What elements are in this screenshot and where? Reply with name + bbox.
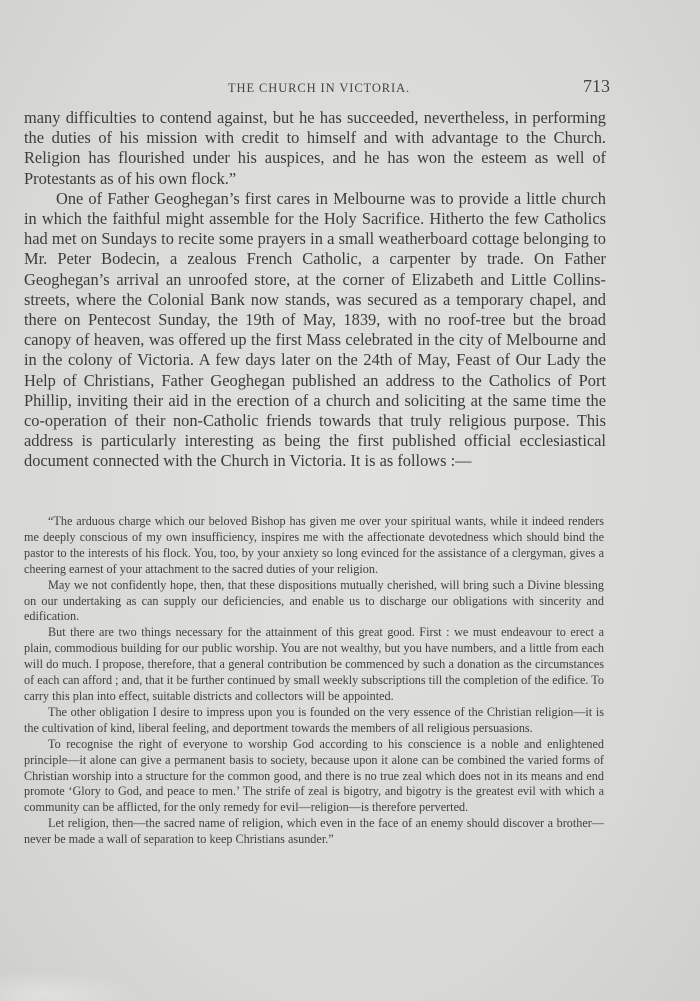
body-paragraph: many difficulties to contend against, but he has succeeded, nevertheless, in performing the duties of his mission with credit to himself and with advantage to the Church. Religion has flourished under his auspices, and he has won the esteem as well of Protestants as of his own flock.” xyxy=(24,108,606,188)
quoted-address xyxy=(24,514,604,848)
quote-paragraph: To recognise the right of everyone to worship God according to his conscience is a noble and enlightened principle—it alone can give a permanent basis to society, because upon it alone can be combined the varied forms of Christian worship into a structure for the common good, and there is no true zeal which does not in its means and end promote ‘Glory to God, and peace to men.’ The strife of zeal is bigotry, and bigotry is the greatest evil with which a community can be afflicted, for the only remedy for evil—religion—is therefore perverted. xyxy=(24,736,604,815)
quote-paragraph: But there are two things necessary for the attainment of this great good. First : we must endeavour to erect a plain, commodious building for our public worship. You are not wealthy, but you have numbers, and a little from each will do much. I propose, therefore, that a general contribution be commenced by such a donation as the circumstances of each can afford ; and, that it be further continued by small weekly subscriptions till the completion of the edifice. To carry this plan into effect, suitable districts and collectors will be appointed. xyxy=(24,625,604,703)
quote-paragraph: “The arduous charge which our beloved Bishop has given me over your spiritual wants, while it indeed renders me deeply conscious of my own insufficiency, inspires me with the affectionate devotedness which should bind the pastor to the interests of his flock. You, too, by your anxiety so long evinced for the assistance of a clergyman, gives a cheering earnest of your attachment to the sacred duties of your religion. xyxy=(24,514,604,576)
page-number: 713 xyxy=(583,76,610,96)
quote-paragraph: The other obligation I desire to impress upon you is founded on the very essence of the Christian religion—it is the cultivation of kind, liberal feeling, and deportment towards the members of all religious persuasions. xyxy=(24,704,604,735)
main-text xyxy=(24,108,606,472)
body-paragraph: One of Father Geoghegan’s first cares in Melbourne was to provide a little church in which the faithful might assemble for the Holy Sacrifice. Hitherto the few Catholics had met on Sundays to recite some prayers in a small weatherboard cottage belonging to Mr. Peter Bodecin, a zealous French Catholic, a carpenter by trade. On Father Geoghegan’s arrival an unroofed store, at the corner of Elizabeth and Little Collins-streets, where the Colonial Bank now stands, was secured as a temporary chapel, and there on Pentecost Sunday, the 19th of May, 1839, with no roof-tree but the broad canopy of heaven, was offered up the first Mass celebrated in the city of Melbourne and in the colony of Victoria. A few days later on the 24th of May, Feast of Our Lady the Help of Christians, Father Geoghegan published an address to the Catholics of Port Phillip, inviting their aid in the erection of a church and soliciting at the same time the co-operation of their non-Catholic friends towards that truly religious purpose. This address is particularly interesting as being the first published official ecclesiastical document connected with the Church in Victoria. It is as follows :— xyxy=(24,188,606,471)
running-title: THE CHURCH IN VICTORIA. xyxy=(228,81,411,95)
quote-paragraph: Let religion, then—the sacred name of religion, which even in the face of an enemy should discover a brother—never be made a wall of separation to keep Christians asunder.” xyxy=(24,816,604,847)
quote-paragraph: May we not confidently hope, then, that these dispositions mutually cherished, will bring such a Divine blessing on our undertaking as can supply our deficiencies, and enable us to discharge our obligations with sincerity and edification. xyxy=(24,577,604,624)
page-header xyxy=(0,76,700,98)
paper-smudge xyxy=(0,971,140,1001)
